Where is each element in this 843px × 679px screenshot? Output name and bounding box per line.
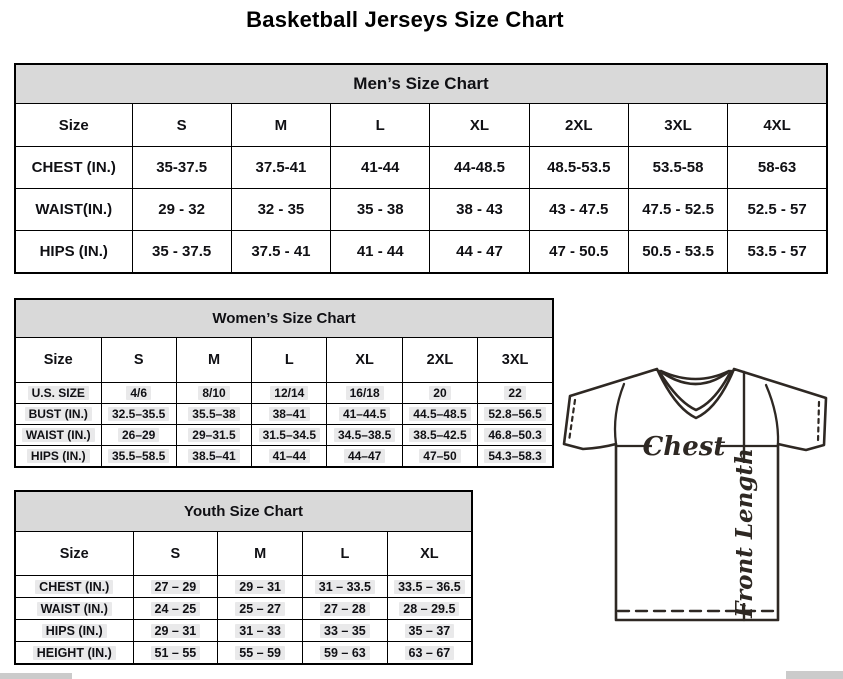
size-column-header: S <box>133 532 218 576</box>
measurement-cell: 31.5–34.5 <box>252 425 327 446</box>
size-corner-header: Size <box>15 104 132 147</box>
row-label: WAIST (IN.) <box>15 598 133 620</box>
measurement-cell: 38–41 <box>252 404 327 425</box>
front-length-label: Front Length <box>731 448 758 618</box>
chest-label: Chest <box>642 432 726 462</box>
measurement-row <box>15 620 472 642</box>
measurement-cell: 22 <box>478 383 553 404</box>
measurement-cell: 47 - 50.5 <box>529 231 628 274</box>
mens-size-table <box>14 63 828 274</box>
measurement-cell: 35.5–38 <box>176 404 251 425</box>
measurement-cell: 54.3–58.3 <box>478 446 553 468</box>
measurement-cell: 31 – 33.5 <box>303 576 388 598</box>
measurement-cell: 44-48.5 <box>430 147 529 189</box>
size-column-header: 2XL <box>529 104 628 147</box>
horizontal-scrollbar-fragment-left[interactable] <box>0 673 72 679</box>
size-corner-header: Size <box>15 532 133 576</box>
measurement-cell: 48.5-53.5 <box>529 147 628 189</box>
measurement-cell: 32.5–35.5 <box>101 404 176 425</box>
measurement-row <box>15 425 553 446</box>
measurement-cell: 35 – 37 <box>387 620 472 642</box>
measurement-cell: 55 – 59 <box>218 642 303 665</box>
size-column-header: 2XL <box>402 338 477 383</box>
measurement-cell: 33.5 – 36.5 <box>387 576 472 598</box>
size-column-header: L <box>252 338 327 383</box>
size-column-header: XL <box>387 532 472 576</box>
measurement-cell: 38.5–41 <box>176 446 251 468</box>
measurement-cell: 8/10 <box>176 383 251 404</box>
size-column-header: L <box>331 104 430 147</box>
measurement-row <box>15 189 827 231</box>
measurement-cell: 50.5 - 53.5 <box>628 231 727 274</box>
row-label: WAIST (IN.) <box>15 425 101 446</box>
measurement-cell: 27 – 29 <box>133 576 218 598</box>
measurement-row <box>15 383 553 404</box>
measurement-cell: 38.5–42.5 <box>402 425 477 446</box>
measurement-cell: 24 – 25 <box>133 598 218 620</box>
measurement-cell: 32 - 35 <box>231 189 330 231</box>
measurement-cell: 41–44 <box>252 446 327 468</box>
youth-chart-title: Youth Size Chart <box>15 491 472 532</box>
measurement-cell: 44–47 <box>327 446 402 468</box>
measurement-cell: 59 – 63 <box>303 642 388 665</box>
measurement-cell: 29 - 32 <box>132 189 231 231</box>
measurement-cell: 28 – 29.5 <box>387 598 472 620</box>
womens-chart-title: Women’s Size Chart <box>15 299 553 338</box>
measurement-cell: 29–31.5 <box>176 425 251 446</box>
measurement-cell: 29 – 31 <box>133 620 218 642</box>
jersey-measurement-diagram <box>562 362 834 630</box>
size-column-header: 3XL <box>628 104 727 147</box>
measurement-cell: 25 – 27 <box>218 598 303 620</box>
measurement-cell: 31 – 33 <box>218 620 303 642</box>
mens-chart-title: Men’s Size Chart <box>15 64 827 104</box>
measurement-cell: 63 – 67 <box>387 642 472 665</box>
size-column-header: S <box>101 338 176 383</box>
youth-size-table <box>14 490 473 665</box>
measurement-cell: 47–50 <box>402 446 477 468</box>
measurement-cell: 35-37.5 <box>132 147 231 189</box>
measurement-cell: 46.8–50.3 <box>478 425 553 446</box>
measurement-cell: 35 - 37.5 <box>132 231 231 274</box>
row-label: CHEST (IN.) <box>15 576 133 598</box>
size-column-header: 4XL <box>728 104 827 147</box>
size-corner-header: Size <box>15 338 101 383</box>
measurement-cell: 34.5–38.5 <box>327 425 402 446</box>
measurement-cell: 53.5 - 57 <box>728 231 827 274</box>
measurement-cell: 38 - 43 <box>430 189 529 231</box>
row-label: WAIST(IN.) <box>15 189 132 231</box>
measurement-cell: 12/14 <box>252 383 327 404</box>
measurement-cell: 43 - 47.5 <box>529 189 628 231</box>
row-label: HIPS (IN.) <box>15 231 132 274</box>
size-column-header: M <box>231 104 330 147</box>
measurement-cell: 26–29 <box>101 425 176 446</box>
measurement-cell: 41–44.5 <box>327 404 402 425</box>
size-column-header: XL <box>430 104 529 147</box>
measurement-cell: 4/6 <box>101 383 176 404</box>
measurement-cell: 52.5 - 57 <box>728 189 827 231</box>
size-column-header: S <box>132 104 231 147</box>
measurement-cell: 51 – 55 <box>133 642 218 665</box>
measurement-row <box>15 598 472 620</box>
measurement-cell: 47.5 - 52.5 <box>628 189 727 231</box>
row-label: CHEST (IN.) <box>15 147 132 189</box>
row-label: HEIGHT (IN.) <box>15 642 133 665</box>
row-label: U.S. SIZE <box>15 383 101 404</box>
measurement-cell: 58-63 <box>728 147 827 189</box>
measurement-cell: 33 – 35 <box>303 620 388 642</box>
measurement-cell: 35 - 38 <box>331 189 430 231</box>
womens-size-table <box>14 298 554 468</box>
measurement-row <box>15 642 472 665</box>
row-label: HIPS (IN.) <box>15 620 133 642</box>
measurement-row <box>15 446 553 468</box>
measurement-cell: 53.5-58 <box>628 147 727 189</box>
size-column-header: XL <box>327 338 402 383</box>
measurement-cell: 35.5–58.5 <box>101 446 176 468</box>
measurement-cell: 37.5-41 <box>231 147 330 189</box>
measurement-cell: 20 <box>402 383 477 404</box>
size-column-header: L <box>303 532 388 576</box>
jersey-outline-shape <box>564 369 826 620</box>
size-column-header: 3XL <box>478 338 553 383</box>
measurement-cell: 37.5 - 41 <box>231 231 330 274</box>
measurement-row <box>15 147 827 189</box>
measurement-cell: 41 - 44 <box>331 231 430 274</box>
measurement-row <box>15 576 472 598</box>
horizontal-scrollbar-fragment-right[interactable] <box>786 671 843 679</box>
row-label: HIPS (IN.) <box>15 446 101 468</box>
measurement-cell: 41-44 <box>331 147 430 189</box>
size-column-header: M <box>218 532 303 576</box>
measurement-cell: 52.8–56.5 <box>478 404 553 425</box>
measurement-row <box>15 231 827 274</box>
page-title: Basketball Jerseys Size Chart <box>246 7 564 32</box>
measurement-cell: 27 – 28 <box>303 598 388 620</box>
row-label: BUST (IN.) <box>15 404 101 425</box>
size-column-header: M <box>176 338 251 383</box>
measurement-cell: 44.5–48.5 <box>402 404 477 425</box>
measurement-row <box>15 404 553 425</box>
measurement-cell: 29 – 31 <box>218 576 303 598</box>
measurement-cell: 16/18 <box>327 383 402 404</box>
measurement-cell: 44 - 47 <box>430 231 529 274</box>
